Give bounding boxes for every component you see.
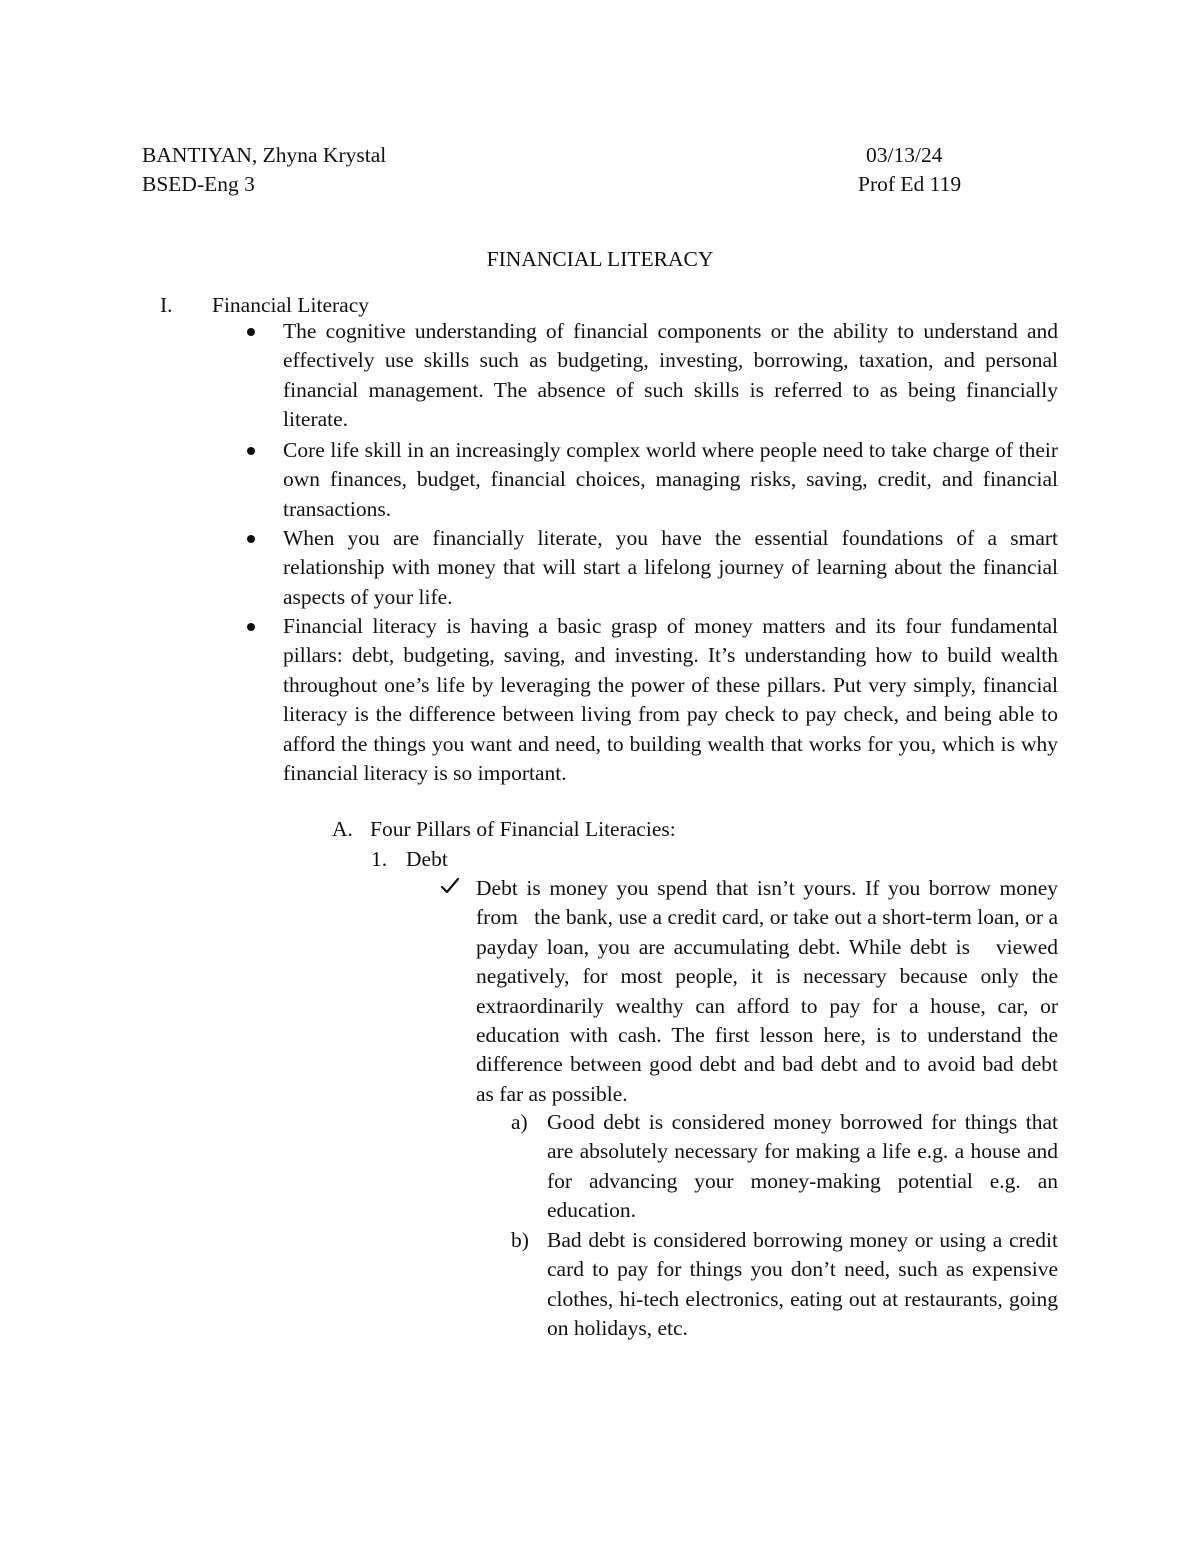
bullet-icon: [247, 328, 255, 336]
bullet-icon: [247, 623, 255, 631]
bullet-icon: [247, 535, 255, 543]
subject-code: Prof Ed 119: [858, 172, 962, 196]
checkmark-icon: [440, 876, 460, 896]
bad-debt-text: Bad debt is considered borrowing money or using a credit card to pay for things you don’t need, such as expensive clothes, hi-tech electronics, eating out at restaurants, going on holidays, etc.: [547, 1228, 1058, 1341]
item-heading: Debt: [406, 847, 448, 871]
bullet-icon: [247, 447, 255, 455]
student-course: BSED-Eng 3: [142, 172, 255, 196]
bullet-item: Financial literacy is having a basic grasp of money matters and its four fundamental pillars: debt, budgeting, saving, and investing. It’s understanding how to build wealth throughout one’s life by leveraging the power of these pillars. Put very simply, financial literacy is the difference between living from pay check to pay check, and being able to afford the things you want and need, to building wealth that works for you, which is why financial literacy is so important.: [283, 614, 1058, 786]
subsection-marker: A.: [332, 817, 353, 841]
bullet-item: Core life skill in an increasingly complex world where people need to take charge of their own finances, budget, financial choices, managing risks, saving, credit, and financial transactions.: [283, 438, 1058, 521]
section-numeral: I.: [160, 293, 173, 317]
subsection-heading: Four Pillars of Financial Literacies:: [370, 817, 676, 841]
section-heading: Financial Literacy: [212, 293, 369, 317]
bullet-item: The cognitive understanding of financial components or the ability to understand and effectively use skills such as budgeting, investing, borrowing, taxation, and personal financial management. The absence of such skills is referred to as being financially literate.: [283, 319, 1058, 432]
subitem-marker: b): [511, 1228, 529, 1252]
document-title: FINANCIAL LITERACY: [486, 247, 714, 271]
subitem-marker: a): [511, 1110, 528, 1134]
student-name: BANTIYAN, Zhyna Krystal: [142, 143, 387, 167]
debt-description: Debt is money you spend that isn’t yours. If you borrow money from the bank, use a credit card, or take out a short-term loan, or a payday loan, you are accumulating debt. While debt is viewed negatively, for most people, it is necessary because only the extraordinarily wealthy can afford to pay for a house, car, or education with cash. The first lesson here, is to understand the difference between good debt and bad debt and to avoid bad debt as far as possible.: [476, 876, 1064, 1106]
document-date: 03/13/24: [866, 143, 943, 167]
good-debt-text: Good debt is considered money borrowed for things that are absolutely necessary for making a life e.g. a house and for advancing your money-making potential e.g. an education.: [547, 1110, 1058, 1223]
bullet-item: When you are financially literate, you have the essential foundations of a smart relationship with money that will start a lifelong journey of learning about the financial aspects of your life.: [283, 526, 1058, 609]
item-marker: 1.: [371, 847, 388, 871]
